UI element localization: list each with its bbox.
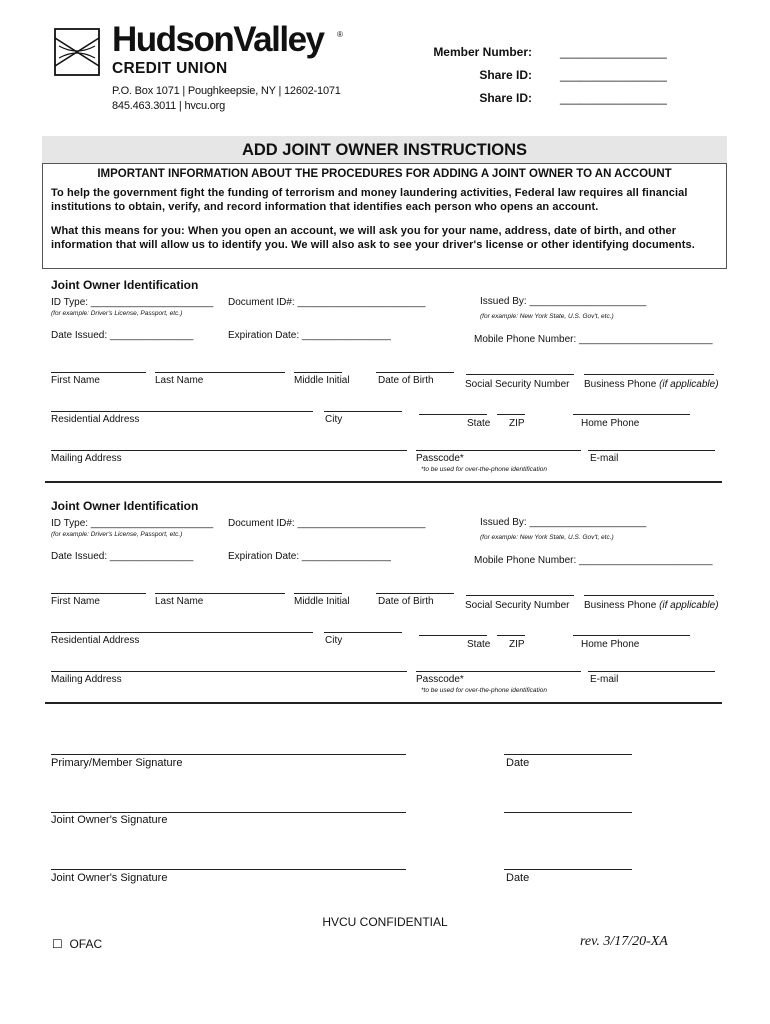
date-label-2: Date	[506, 872, 530, 884]
s2-last-name-input[interactable]	[155, 593, 285, 594]
s2-first-name-label: First Name	[51, 596, 100, 607]
s1-residential-address-input[interactable]	[51, 411, 313, 412]
s2-state-input[interactable]	[419, 635, 487, 636]
s1-residential-address-label: Residential Address	[51, 414, 140, 425]
s2-middle-initial-label: Middle Initial	[294, 596, 350, 607]
s1-business-phone-label: Business Phone (if applicable)	[584, 379, 719, 390]
s2-business-phone-input[interactable]	[584, 595, 714, 596]
s1-ssn-label: Social Security Number	[465, 379, 570, 390]
s2-id-type-hint: (for example: Driver's License, Passport, etc.)	[51, 531, 183, 538]
s1-city-input[interactable]	[324, 411, 402, 412]
address-line-1: P.O. Box 1071 | Poughkeepsie, NY | 12602-1071	[112, 85, 341, 97]
s2-id-type-field[interactable]: ID Type: ______________________	[51, 518, 214, 529]
member-number-field[interactable]: ________________	[560, 45, 667, 59]
s2-zip-input[interactable]	[497, 635, 525, 636]
share-id-field-2[interactable]: ________________	[560, 91, 667, 105]
s2-home-phone-label: Home Phone	[581, 639, 640, 650]
joint-signature-line-2[interactable]	[51, 869, 406, 870]
primary-signature-line[interactable]	[51, 754, 406, 755]
s2-residential-address-label: Residential Address	[51, 635, 140, 646]
ofac-checkbox[interactable]	[52, 937, 102, 951]
s2-expiration-date-field[interactable]: Expiration Date: ________________	[228, 551, 391, 562]
s1-expiration-date-field[interactable]: Expiration Date: ________________	[228, 330, 391, 341]
s1-mailing-address-input[interactable]	[51, 450, 407, 451]
info-paragraph-1: To help the government fight the funding of terrorism and money laundering activities, Federal law requires all financial institutions to obtain, verify, and record information that identifies each person who opens an account.	[51, 187, 688, 213]
s2-middle-initial-input[interactable]	[294, 593, 342, 594]
brand-name: HudsonValley	[112, 20, 324, 59]
s2-mobile-phone-field[interactable]: Mobile Phone Number: ________________________	[474, 555, 713, 566]
section-2-title: Joint Owner Identification	[51, 499, 199, 513]
s1-state-label: State	[467, 418, 491, 429]
s2-ssn-label: Social Security Number	[465, 600, 570, 611]
s2-home-phone-input[interactable]	[573, 635, 690, 636]
joint-signature-label-1: Joint Owner's Signature	[51, 814, 168, 826]
s1-date-issued-field[interactable]: Date Issued: _______________	[51, 330, 194, 341]
s1-state-input[interactable]	[419, 414, 487, 415]
s2-date-issued-field[interactable]: Date Issued: _______________	[51, 551, 194, 562]
s2-issued-by-hint: (for example: New York State, U.S. Gov't, etc.)	[480, 534, 614, 541]
s1-passcode-label: Passcode*	[416, 453, 464, 464]
section-divider-1	[45, 481, 722, 483]
s1-middle-initial-label: Middle Initial	[294, 375, 350, 386]
confidential-label: HVCU CONFIDENTIAL	[322, 915, 448, 929]
s1-id-type-hint: (for example: Driver's License, Passport, etc.)	[51, 310, 183, 317]
s1-mailing-address-label: Mailing Address	[51, 453, 122, 464]
s2-first-name-input[interactable]	[51, 593, 146, 594]
s2-document-id-field[interactable]: Document ID#: _______________________	[228, 518, 426, 529]
s2-city-label: City	[325, 635, 343, 646]
s2-passcode-input[interactable]	[416, 671, 581, 672]
s1-middle-initial-input[interactable]	[294, 372, 342, 373]
s1-last-name-label: Last Name	[155, 375, 204, 386]
s2-dob-input[interactable]	[376, 593, 454, 594]
date-line-1[interactable]	[504, 754, 632, 755]
s1-first-name-label: First Name	[51, 375, 100, 386]
registered-mark: ®	[337, 30, 343, 39]
s1-dob-input[interactable]	[376, 372, 454, 373]
primary-signature-label: Primary/Member Signature	[51, 757, 183, 769]
member-number-label: Member Number:	[433, 45, 532, 59]
s2-dob-label: Date of Birth	[378, 596, 434, 607]
revision-label: rev. 3/17/20-XA	[580, 934, 668, 949]
share-id-label-1: Share ID:	[479, 68, 532, 82]
s2-residential-address-input[interactable]	[51, 632, 313, 633]
s2-business-phone-label: Business Phone (if applicable)	[584, 600, 719, 611]
section-1-title: Joint Owner Identification	[51, 278, 199, 292]
joint-signature-line-1[interactable]	[51, 812, 406, 813]
share-id-label-2: Share ID:	[479, 91, 532, 105]
s1-email-input[interactable]	[588, 450, 715, 451]
s2-ssn-input[interactable]	[466, 595, 574, 596]
s2-passcode-label: Passcode*	[416, 674, 464, 685]
section-divider-2	[45, 702, 722, 704]
ofac-label: OFAC	[69, 937, 103, 951]
s1-ssn-input[interactable]	[466, 374, 574, 375]
s2-passcode-hint: *to be used for over-the-phone identification	[421, 687, 547, 694]
date-line-3[interactable]	[504, 869, 632, 870]
s1-id-type-field[interactable]: ID Type: ______________________	[51, 297, 214, 308]
share-id-field-1[interactable]: ________________	[560, 68, 667, 82]
s1-dob-label: Date of Birth	[378, 375, 434, 386]
s1-issued-by-hint: (for example: New York State, U.S. Gov't, etc.)	[480, 313, 614, 320]
s1-document-id-field[interactable]: Document ID#: _______________________	[228, 297, 426, 308]
s2-email-label: E-mail	[590, 674, 619, 685]
s2-mailing-address-label: Mailing Address	[51, 674, 122, 685]
s1-home-phone-input[interactable]	[573, 414, 690, 415]
address-line-2: 845.463.3011 | hvcu.org	[112, 100, 226, 112]
info-paragraph-2: What this means for you: When you open an account, we will ask you for your name, address, date of birth, and other information that will allow us to identify you. We will also ask to see your driver's license or other identifying documents.	[51, 225, 695, 251]
s1-zip-label: ZIP	[509, 418, 525, 429]
checkbox-icon[interactable]: ☐	[52, 937, 63, 951]
s2-email-input[interactable]	[588, 671, 715, 672]
brand-subtitle: CREDIT UNION	[112, 60, 228, 77]
s1-last-name-input[interactable]	[155, 372, 285, 373]
s2-mailing-address-input[interactable]	[51, 671, 407, 672]
s1-passcode-hint: *to be used for over-the-phone identification	[421, 466, 547, 473]
s1-mobile-phone-field[interactable]: Mobile Phone Number: ________________________	[474, 334, 713, 345]
s2-state-label: State	[467, 639, 491, 650]
s2-zip-label: ZIP	[509, 639, 525, 650]
s2-city-input[interactable]	[324, 632, 402, 633]
s1-email-label: E-mail	[590, 453, 619, 464]
s1-city-label: City	[325, 414, 343, 425]
s1-issued-by-field[interactable]: Issued By: _____________________	[480, 296, 647, 307]
s1-business-phone-input[interactable]	[584, 374, 714, 375]
s2-last-name-label: Last Name	[155, 596, 204, 607]
s1-zip-input[interactable]	[497, 414, 525, 415]
date-line-2[interactable]	[504, 812, 632, 813]
page-title: ADD JOINT OWNER INSTRUCTIONS	[241, 141, 528, 159]
s2-issued-by-field[interactable]: Issued By: _____________________	[480, 517, 647, 528]
s1-home-phone-label: Home Phone	[581, 418, 640, 429]
credit-union-logo-icon	[54, 28, 100, 76]
info-heading: IMPORTANT INFORMATION ABOUT THE PROCEDURES FOR ADDING A JOINT OWNER TO AN ACCOUNT	[97, 168, 672, 180]
s1-first-name-input[interactable]	[51, 372, 146, 373]
s1-passcode-input[interactable]	[416, 450, 581, 451]
joint-signature-label-2: Joint Owner's Signature	[51, 872, 168, 884]
date-label-1: Date	[506, 757, 530, 769]
